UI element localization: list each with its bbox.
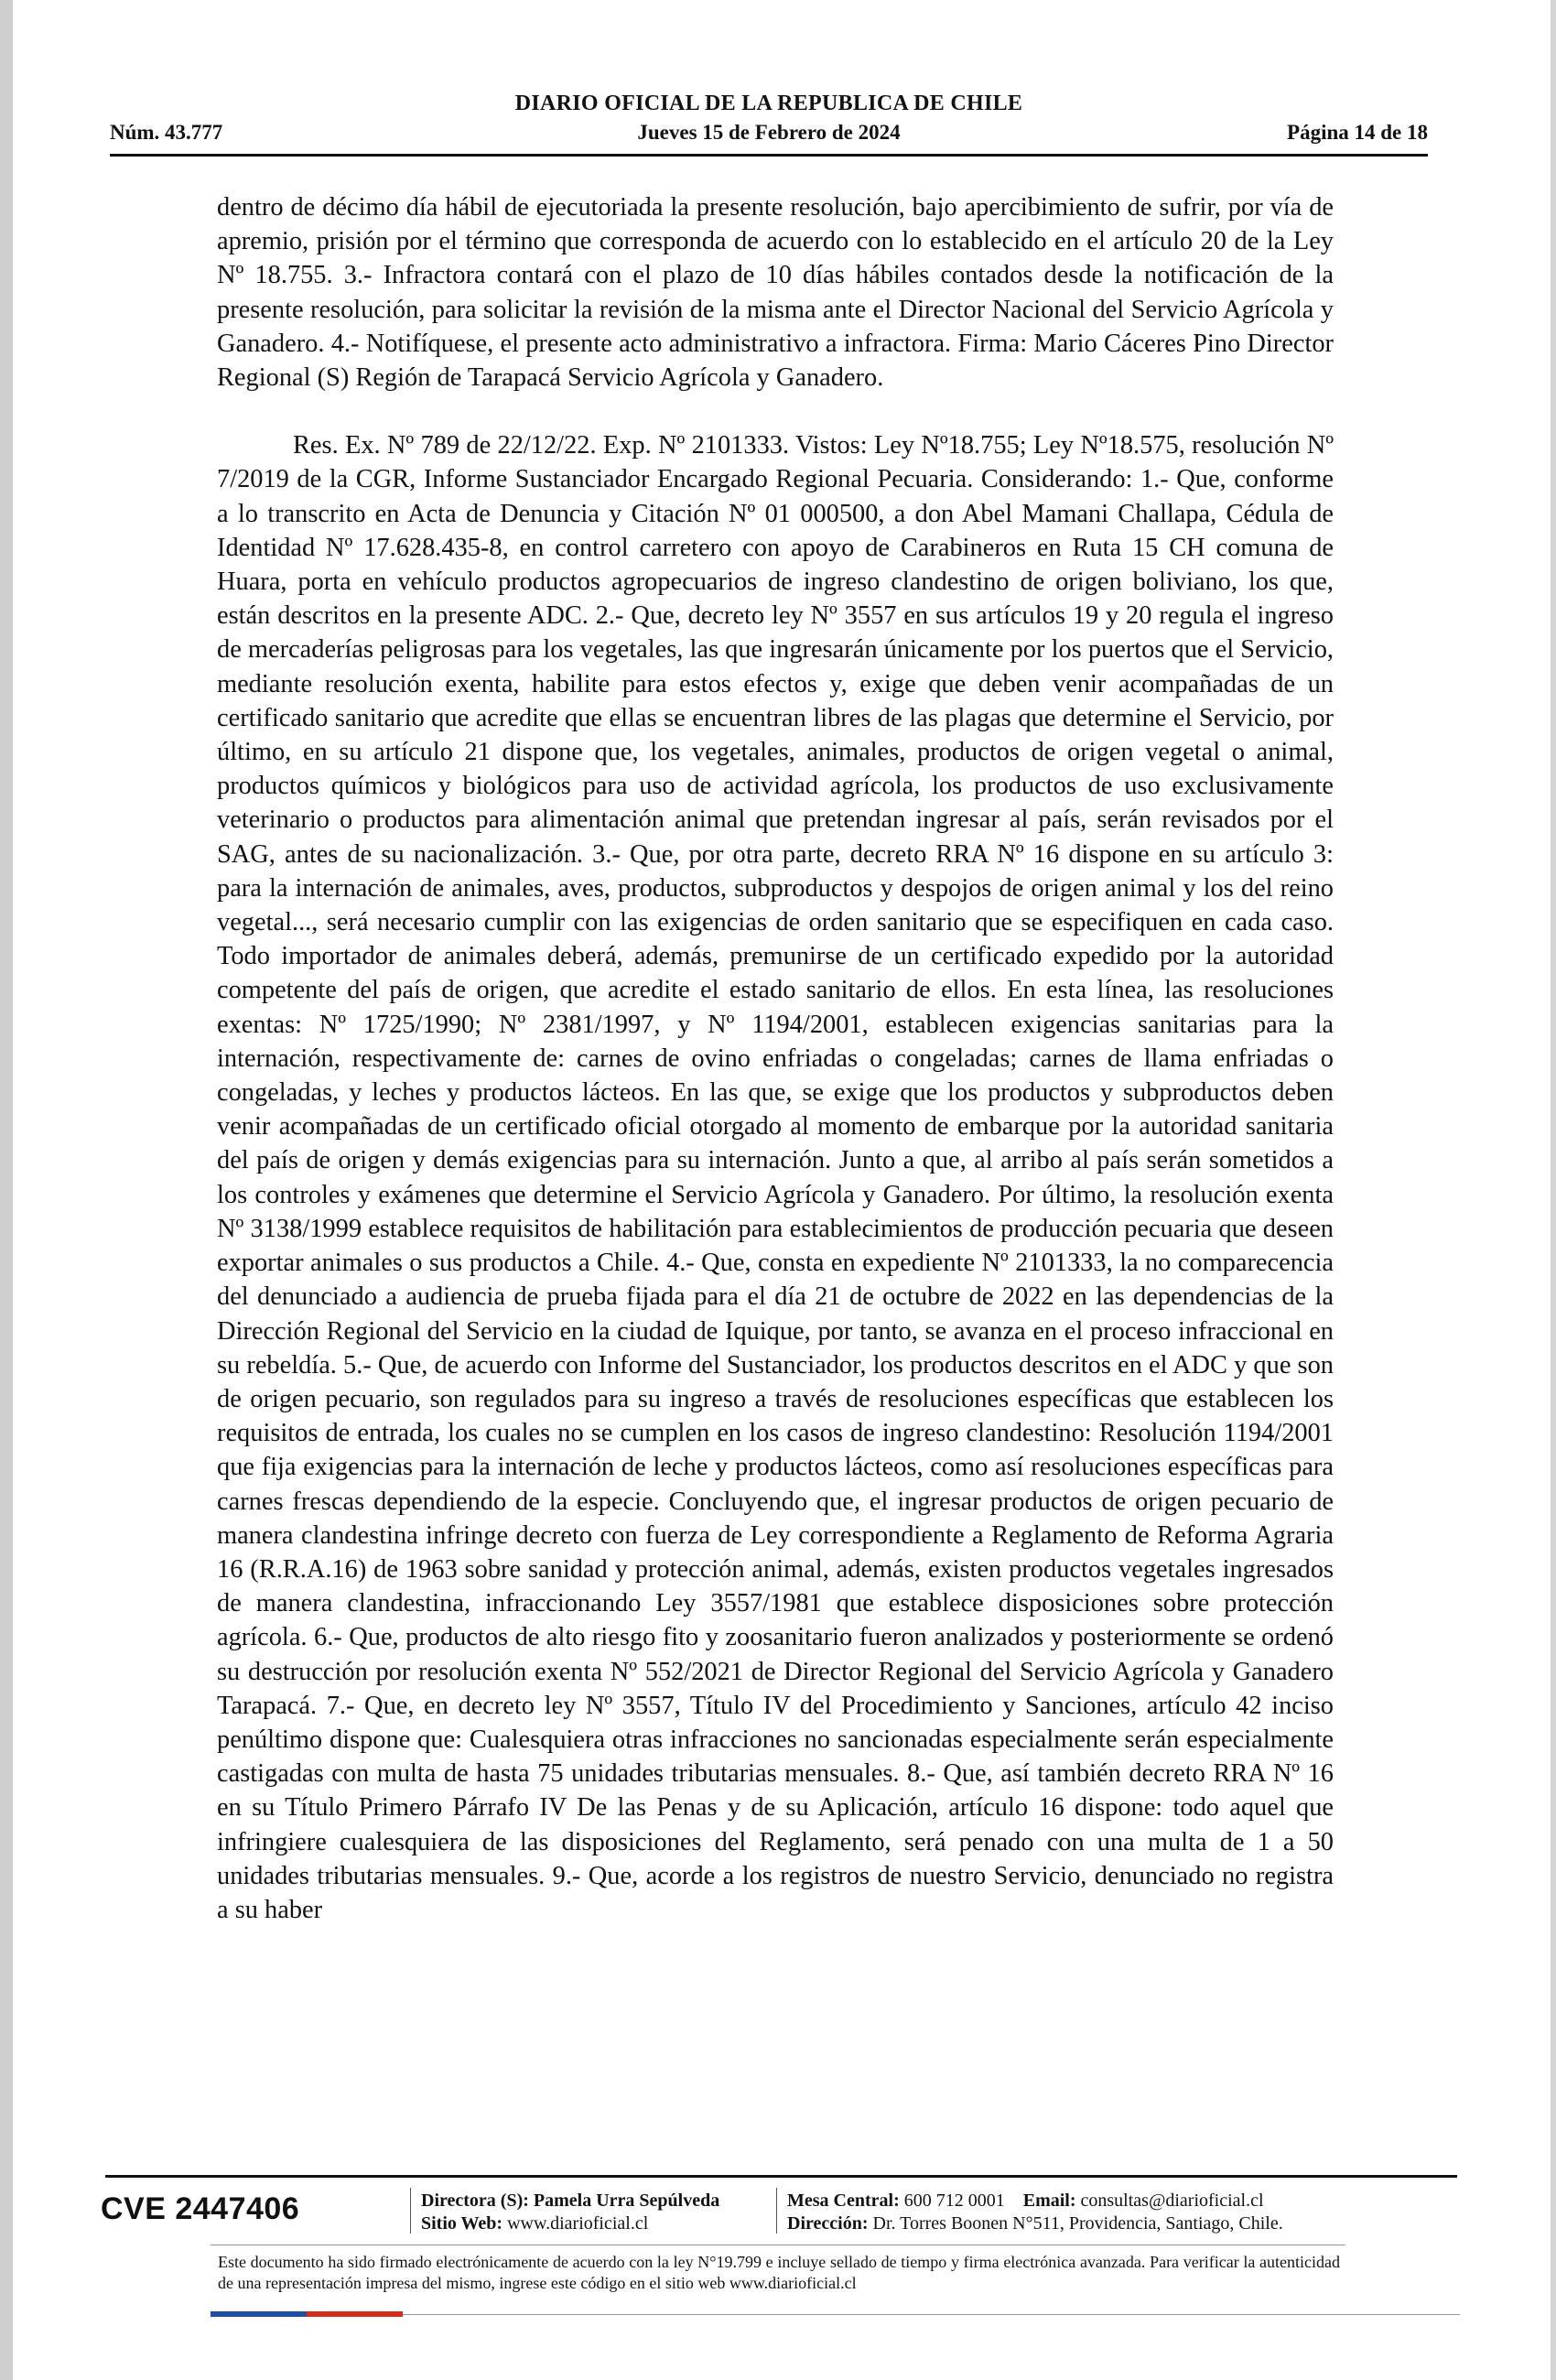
phone-label: Mesa Central: <box>787 2191 900 2211</box>
chile-flag-stripe <box>211 2311 403 2317</box>
website-link[interactable]: www.diarioficial.cl <box>507 2213 649 2234</box>
issue-date: Jueves 15 de Febrero de 2024 <box>637 121 901 144</box>
paragraph-continuation: dentro de décimo día hábil de ejecutoriada la presente resolución, bajo apercibimiento de sufrir, por vía de apremio, prisión por el término que corresponda de acuerdo con lo establecido en el artículo 20 de la Ley Nº 18.755. 3.- Infractora contará con el plazo de 10 días hábiles contados desde la notificación de la presente resolución, para solicitar la revisión de la misma ante el Director Nacional del Servicio Agrícola y Ganadero. 4.- Notifíquese, el presente acto administrativo a infractora. Firma: Mario Cáceres Pino Director Regional (S) Región de Tarapacá Servicio Agrícola y Ganadero. <box>217 193 1334 393</box>
paragraph-resolution: Res. Ex. Nº 789 de 22/12/22. Exp. Nº 2101333. Vistos: Ley Nº18.755; Ley Nº18.575, resolución Nº 7/2019 de la CGR, Informe Sustanciador Encargado Regional Pecuaria. Considerando: 1.- Que, conforme a lo transcrito en Acta de Denuncia y Citación Nº 01 000500, a don Abel Mamani Challapa, Cédula de Identidad Nº 17.628.435-8, en control carretero con apoyo de Carabineros en Ruta 15 CH comuna de Huara, porta en vehículo productos agropecuarios de ingreso clandestino de origen boliviano, los que, están descritos en la presente ADC. 2.- Que, decreto ley Nº 3557 en sus artículos 19 y 20 regula el ingreso de mercaderías peligrosas para los vegetales, las que ingresarán únicamente por los puertos que el Servicio, mediante resolución exenta, habilite para estos efectos y, exige que deben venir acompañadas de un certificado sanitario que acredite que ellas se encuentran libres de las plagas que determine el Servicio, por último, en su artículo 21 dispone que, los vegetales, animales, productos de origen vegetal o animal, productos químicos y biológicos para uso de actividad agrícola, los productos de uso exclusivamente veterinario o productos para alimentación animal que pretendan ingresar al país, serán revisados por el SAG, antes de su nacionalización. 3.- Que, por otra parte, decreto RRA Nº 16 dispone en su artículo 3: para la internación de animales, aves, productos, subproductos y despojos de origen animal y los del reino vegetal..., será necesario cumplir con las exigencias de orden sanitario que se especifiquen en cada caso. Todo importador de animales deberá, además, premunirse de un certificado expedido por la autoridad competente del país de origen, que acredite el estado sanitario de ellos. En esta línea, las resoluciones exentas: Nº 1725/1990; Nº 2381/1997, y Nº 1194/2001, establecen exigencias sanitarias para la internación, respectivamente de: carnes de ovino enfriadas o congeladas; carnes de llama enfriadas o congeladas, y leches y productos lácteos. En las que, se exige que los productos y subproductos deben venir acompañadas de un certificado oficial otorgado al momento de embarque por la autoridad sanitaria del país de origen y demás exigencias para su internación. Junto a que, al arribo al país serán sometidos a los controles y exámenes que determine el Servicio Agrícola y Ganadero. Por último, la resolución exenta Nº 3138/1999 establece requisitos de habilitación para establecimientos de producción pecuaria que deseen exportar animales o sus productos a Chile. 4.- Que, consta en expediente Nº 2101333, la no comparecencia del denunciado a audiencia de prueba fijada para el día 21 de octubre de 2022 en las dependencias de la Dirección Regional del Servicio en la ciudad de Iquique, por tanto, se avanza en el proceso infraccional en su rebeldía. 5.- Que, de acuerdo con Informe del Sustanciador, los productos descritos en el ADC y que son de origen pecuario, son regulados para su ingreso a través de resoluciones específicas que establecen los requisitos de entrada, los cuales no se cumplen en los casos de ingreso clandestino: Resolución 1194/2001 que fija exigencias para la internación de leche y productos lácteos, como así resoluciones específicas para carnes frescas dependiendo de la especie. Concluyendo que, el ingresar productos de origen pecuario de manera clandestina infringe decreto con fuerza de Ley correspondiente a Reglamento de Reforma Agraria 16 (R.R.A.16) de 1963 sobre sanidad y protección animal, además, existen productos vegetales ingresados de manera clandestina, infraccionando Ley 3557/1981 que establece disposiciones sobre protección agrícola. 6.- Que, productos de alto riesgo fito y zoosanitario fueron analizados y posteriormente se ordenó su destrucción por resolución exenta Nº 552/2021 de Director Regional del Servicio Agrícola y Ganadero Tarapacá. 7.- Que, en decreto ley Nº 3557, Título IV del Procedimiento y Sanciones, artículo 42 inciso penúltimo dispone que: Cualesquiera otras infracciones no sancionadas especialmente serán especialmente castigadas con multa de hasta 75 unidades tributarias mensuales. 8.- Que, así también decreto RRA Nº 16 en su Título Primero Párrafo IV De las Penas y de su Aplicación, artículo 16 dispone: todo aquel que infringiere cualesquiera de las disposiciones del Reglamento, será penado con una multa de 1 a 50 unidades tributarias mensuales. 9.- Que, acorde a los registros de nuestro Servicio, denunciado no registra a su haber <box>217 431 1334 1924</box>
email-link[interactable]: consultas@diarioficial.cl <box>1080 2191 1264 2211</box>
page-right-border <box>1551 0 1556 2380</box>
flag-red-segment <box>307 2311 403 2317</box>
website-label: Sitio Web: <box>421 2213 503 2234</box>
footer-separator <box>776 2188 777 2234</box>
page-indicator: Página 14 de 18 <box>1287 121 1428 144</box>
footer-contact-block <box>787 2190 1283 2235</box>
director-label: Directora (S): <box>421 2191 529 2211</box>
cve-code: CVE 2447406 <box>101 2191 300 2226</box>
footer-separator <box>410 2188 411 2234</box>
issue-number: Núm. 43.777 <box>110 121 223 144</box>
flag-blue-segment <box>211 2311 307 2317</box>
email-label: Email: <box>1022 2191 1076 2211</box>
address-text: Dr. Torres Boonen N°511, Providencia, Santiago, Chile. <box>872 2213 1283 2234</box>
footer-director-block <box>421 2190 719 2235</box>
signature-disclaimer: Este documento ha sido firmado electrónicamente de acuerdo con la ley N°19.799 e incluye sellado de tiempo y firma electrónica avanzada. Para verificar la autenticidad de una representación impresa del mismo, ingrese este código en el sitio web www.diarioficial.cl <box>218 2253 1340 2292</box>
phone-number: 600 712 0001 <box>903 2191 1005 2211</box>
page-header <box>110 92 1428 156</box>
director-name: Pamela Urra Sepúlveda <box>533 2191 720 2211</box>
address-label: Dirección: <box>787 2213 869 2234</box>
document-body <box>217 190 1334 1927</box>
header-divider <box>110 154 1428 157</box>
footer-divider <box>105 2175 1457 2178</box>
publication-title: DIARIO OFICIAL DE LA REPUBLICA DE CHILE <box>514 92 1023 115</box>
page-left-border <box>0 0 13 2380</box>
